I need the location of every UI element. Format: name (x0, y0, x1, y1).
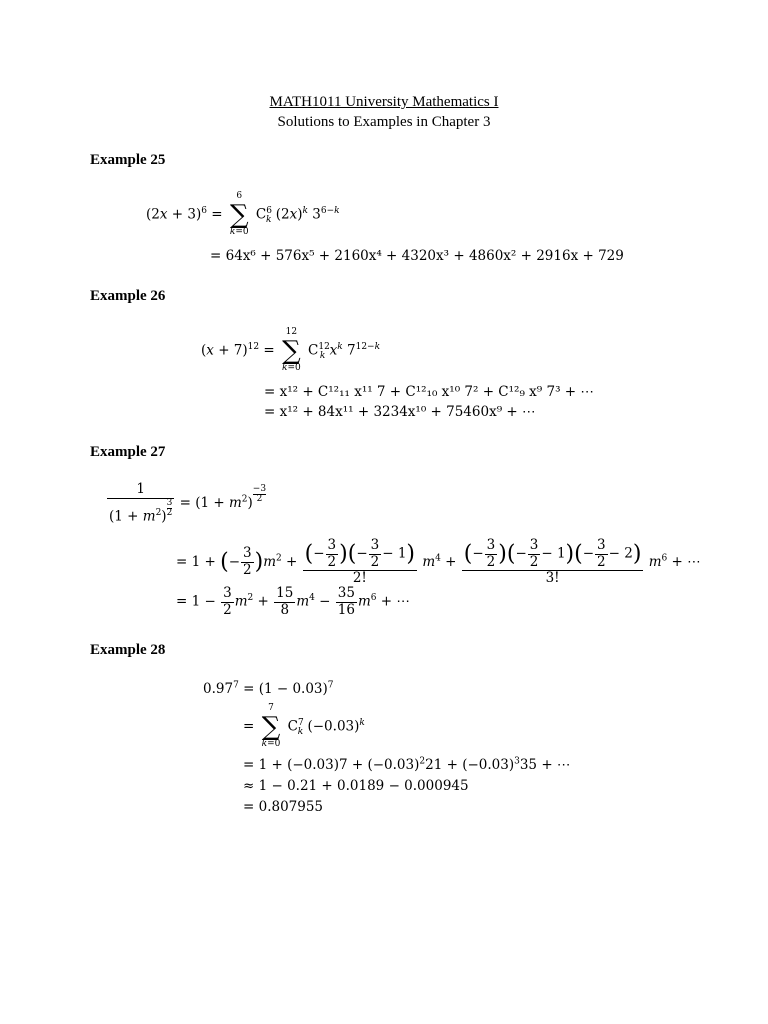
example-27-equation-1: 1 $(1 + m^2)$ $\frac{3}{2}$ = $(1 + m^2)$ $\frac{-3}{2}$ (109, 481, 267, 525)
summation-sign: 7 ∑ k=0 (261, 703, 281, 749)
example-27-heading: Example 27 (90, 444, 166, 460)
example-28-equation-2: = 7 ∑ k=0 $C^7_k$ $(-0.03)^k$ (243, 703, 365, 749)
example-26-equation-2: = x¹² + C¹²₁₁ x¹¹ 7 + C¹²₁₀ x¹⁰ 7² + C¹²₉ x⁹ 7³ + ⋯ (264, 384, 594, 400)
example-28-equation-4: ≈ 1 − 0.21 + 0.0189 − 0.000945 (243, 778, 469, 794)
example-26-heading: Example 26 (90, 288, 166, 304)
example-27-equation-2: = 1 + (− $\frac{3}{2}$ )$m^2$ + (− $\frac{3}{2}$ )(− $\frac{3}{2}$ − 1) 2! $m^4$ + (− $\frac{3}{2}$ )(− $\frac{3}{2}$ − 1)(− $\frac{3}{2}$ − 2) 3! $m^6$ + ⋯ (176, 537, 701, 587)
example-25-heading: Example 25 (90, 152, 166, 168)
example-25-equation-1: $(2x + 3)^6$ = 6 ∑ k=0 $C^6_k$ $(2x)^k$ $3^{6-k}$ (146, 191, 340, 237)
example-25-equation-2: = 64x⁶ + 576x⁵ + 2160x⁴ + 4320x³ + 4860x² + 2916x + 729 (210, 248, 624, 264)
chapter-subtitle: Solutions to Examples in Chapter 3 (277, 114, 491, 130)
example-28-equation-5: = 0.807955 (243, 799, 324, 815)
course-title: MATH1011 University Mathematics I (269, 94, 499, 110)
summation-sign: 6 ∑ k=0 (229, 191, 249, 237)
example-26-equation-3: = x¹² + 84x¹¹ + 3234x¹⁰ + 75460x⁹ + ⋯ (264, 404, 536, 420)
example-26-equation-1: $(x + 7)^{12}$ = 12 ∑ k=0 $C^{12}_k$ $x^k$ $7^{12-k}$ (201, 327, 381, 373)
example-28-equation-3: = $1 + (-0.03)7 + (-0.03)^221 + (-0.03)^335$ + ⋯ (243, 756, 571, 773)
example-27-equation-3: = 1 − $\frac{3}{2}$ $m^2$ + $\frac{15}{8}$ $m^4$ − $\frac{35}{16}$ $m^6$ + ⋯ (176, 585, 410, 618)
summation-sign: 12 ∑ k=0 (282, 327, 301, 373)
example-28-heading: Example 28 (90, 642, 166, 658)
example-28-equation-1: $0.97^7 = (1 - 0.03)^7$ (203, 680, 334, 697)
